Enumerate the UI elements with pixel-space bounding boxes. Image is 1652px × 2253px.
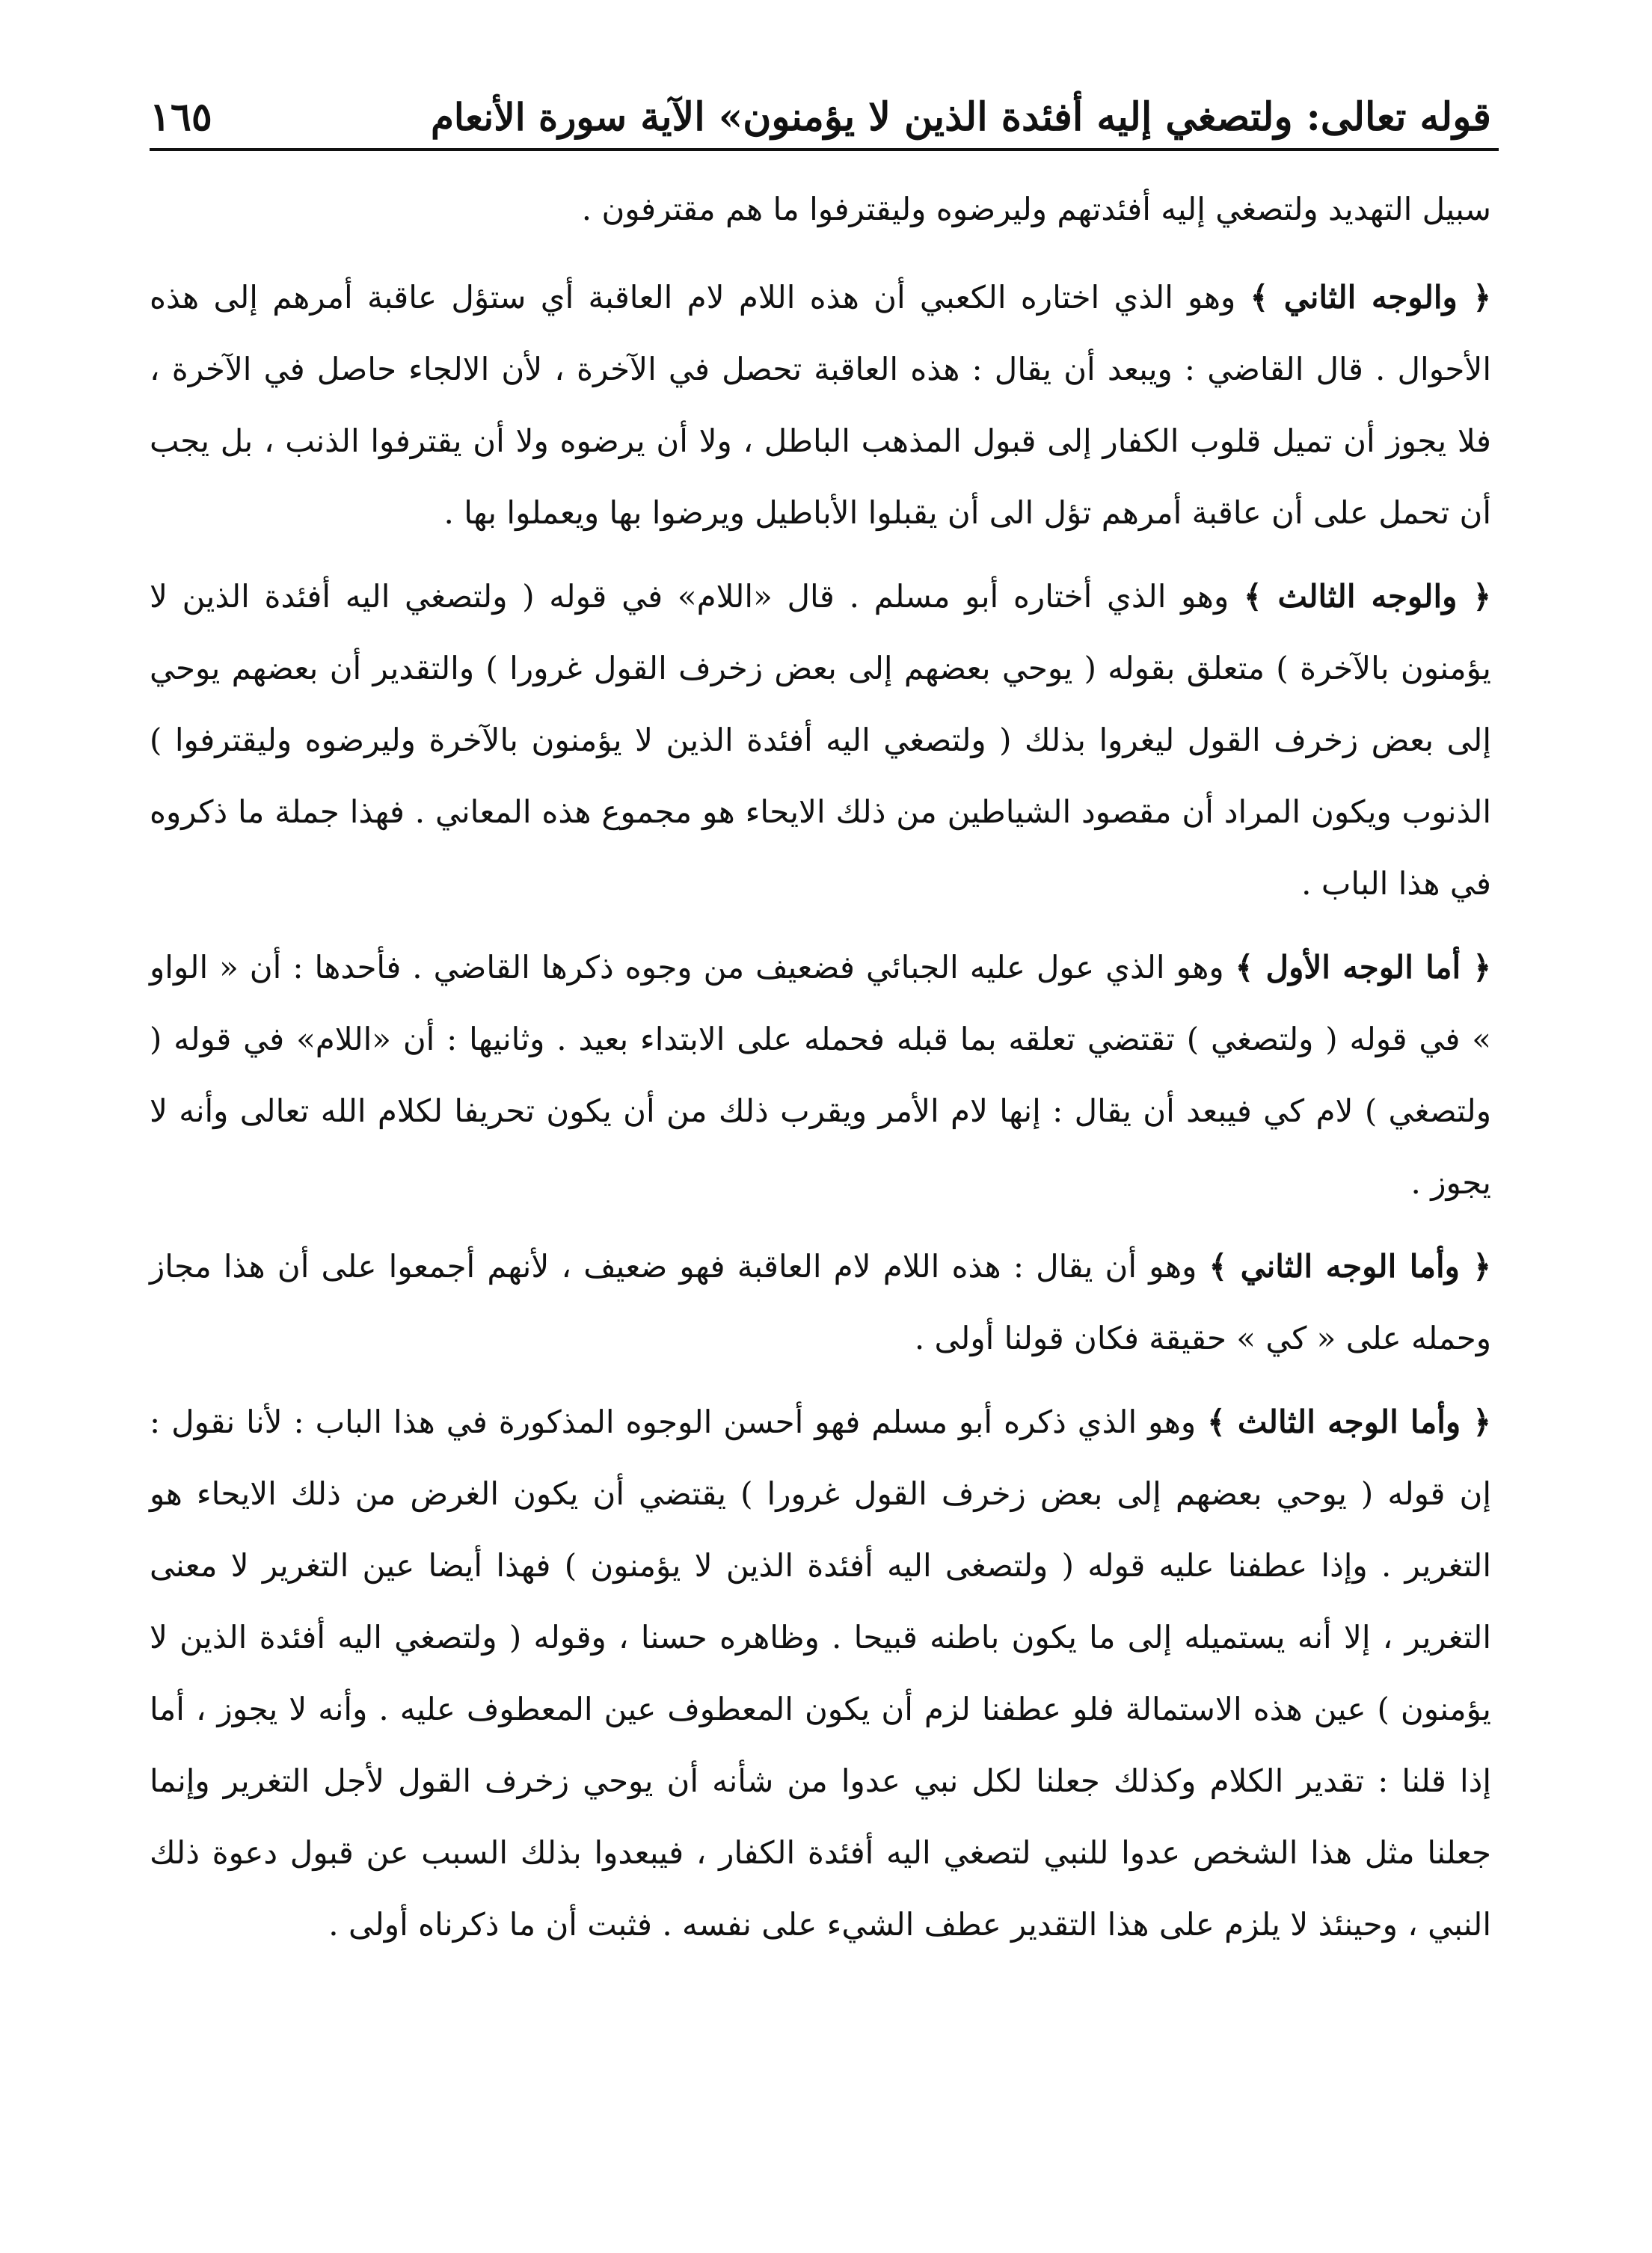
surah-name: سورة الأنعام: [430, 94, 627, 139]
running-head-title: [431, 94, 1491, 141]
paragraph-text: وهو الذي ذكره أبو مسلم فهو أحسن الوجوه المذكورة في هذا الباب : لأنا نقول : إن قوله ( يوحي بعضهم إلى بعض زخرف القول غرورا ) يقتضي أن يكون الغرض من ذلك الايحاء هو التغرير . وإذا عطفنا عليه قوله ( ولتصغى اليه أفئدة الذين لا يؤمنون ) فهذا أيضا عين التغرير لا معنى التغرير ، إلا أنه يستميله إلى ما يكون باطنه قبيحا . وظاهره حسنا ، وقوله ( ولتصغي اليه أفئدة الذين لا يؤمنون ) عين هذه الاستمالة فلو عطفنا لزم أن يكون المعطوف عين المعطوف عليه . وأنه لا يجوز ، أما إذا قلنا : تقدير الكلام وكذلك جعلنا لكل نبي عدوا من شأنه أن يوحي زخرف القول لأجل التغرير وإنما جعلنا مثل هذا الشخص عدوا للنبي لتصغي اليه أفئدة الكفار ، فيبعدوا بذلك السبب عن قبول دعوة ذلك النبي ، وحينئذ لا يلزم على هذا التقدير عطف الشيء على نفسه . فثبت أن ما ذكرناه أولى .: [150, 1404, 1492, 1943]
paragraph: [150, 561, 1491, 920]
paragraph: [150, 173, 1491, 245]
header-divider: [150, 148, 1499, 151]
paragraph: [150, 1386, 1491, 1961]
paragraph-text: سبيل التهديد ولتصغي إليه أفئدتهم وليرضوه وليقترفوا ما هم مقترفون .: [581, 191, 1491, 227]
section-heading: ﴿ وأما الوجه الثاني ﴾: [1209, 1248, 1491, 1285]
section-heading: ﴿ وأما الوجه الثالث ﴾: [1207, 1404, 1491, 1440]
paragraph-text: وهو أن يقال : هذه اللام لام العاقبة فهو ضعيف ، لأنهم أجمعوا على أن هذا مجاز وحمله على « كي » حقيقة فكان قولنا أولى .: [150, 1248, 1491, 1356]
paragraph-text: وهو الذي عول عليه الجبائي فضعيف من وجوه ذكرها القاضي . فأحدها : أن « الواو » في قوله ( ولتصغي ) تقتضي تعلقه بما قبله فحمله على الابتداء بعيد . وثانيها : أن «اللام» في قوله ( ولتصغي ) لام كي فيبعد أن يقال : إنها لام الأمر ويقرب ذلك من أن يكون تحريفا لكلام الله تعالى وأنه لا يجوز .: [150, 949, 1491, 1201]
main-text: [150, 173, 1491, 1973]
section-heading: ﴿ أما الوجه الأول ﴾: [1235, 949, 1492, 986]
verse-reference: قوله تعالى: ولتصغي إليه أفئدة الذين لا يؤمنون» الآية: [640, 93, 1491, 140]
paragraph-text: وهو الذي اختاره الكعبي أن هذه اللام لام العاقبة أي ستؤل عاقبة أمرهم إلى هذه الأحوال . قال القاضي : ويبعد أن يقال : هذه العاقبة تحصل في الآخرة ، لأن الالجاء حاصل في الآخرة ، فلا يجوز أن تميل قلوب الكفار إلى قبول المذهب الباطل ، ولا أن يرضوه ولا أن يقترفوا الذنب ، بل يجب أن تحمل على أن عاقبة أمرهم تؤل الى أن يقبلوا الأباطيل ويرضوا بها ويعملوا بها .: [150, 279, 1491, 531]
paragraph: [150, 932, 1491, 1219]
section-heading: ﴿ والوجه الثالث ﴾: [1243, 578, 1491, 615]
page-number: ١٦٥: [150, 93, 212, 140]
paragraph-text: وهو الذي أختاره أبو مسلم . قال «اللام» في قوله ( ولتصغي اليه أفئدة الذين لا يؤمنون بالآخرة ) متعلق بقوله ( يوحي بعضهم إلى بعض زخرف القول غرورا ) والتقدير أن بعضهم يوحي إلى بعض زخرف القول ليغروا بذلك ( ولتصغي اليه أفئدة الذين لا يؤمنون بالآخرة وليرضوه وليقترفوا ) الذنوب ويكون المراد أن مقصود الشياطين من ذلك الايحاء هو مجموع هذه المعاني . فهذا جملة ما ذكروه في هذا الباب .: [150, 578, 1491, 902]
running-head: [150, 69, 1491, 141]
paragraph: [150, 1231, 1491, 1374]
section-heading: ﴿ والوجه الثاني ﴾: [1250, 279, 1491, 316]
paragraph: [150, 262, 1491, 549]
